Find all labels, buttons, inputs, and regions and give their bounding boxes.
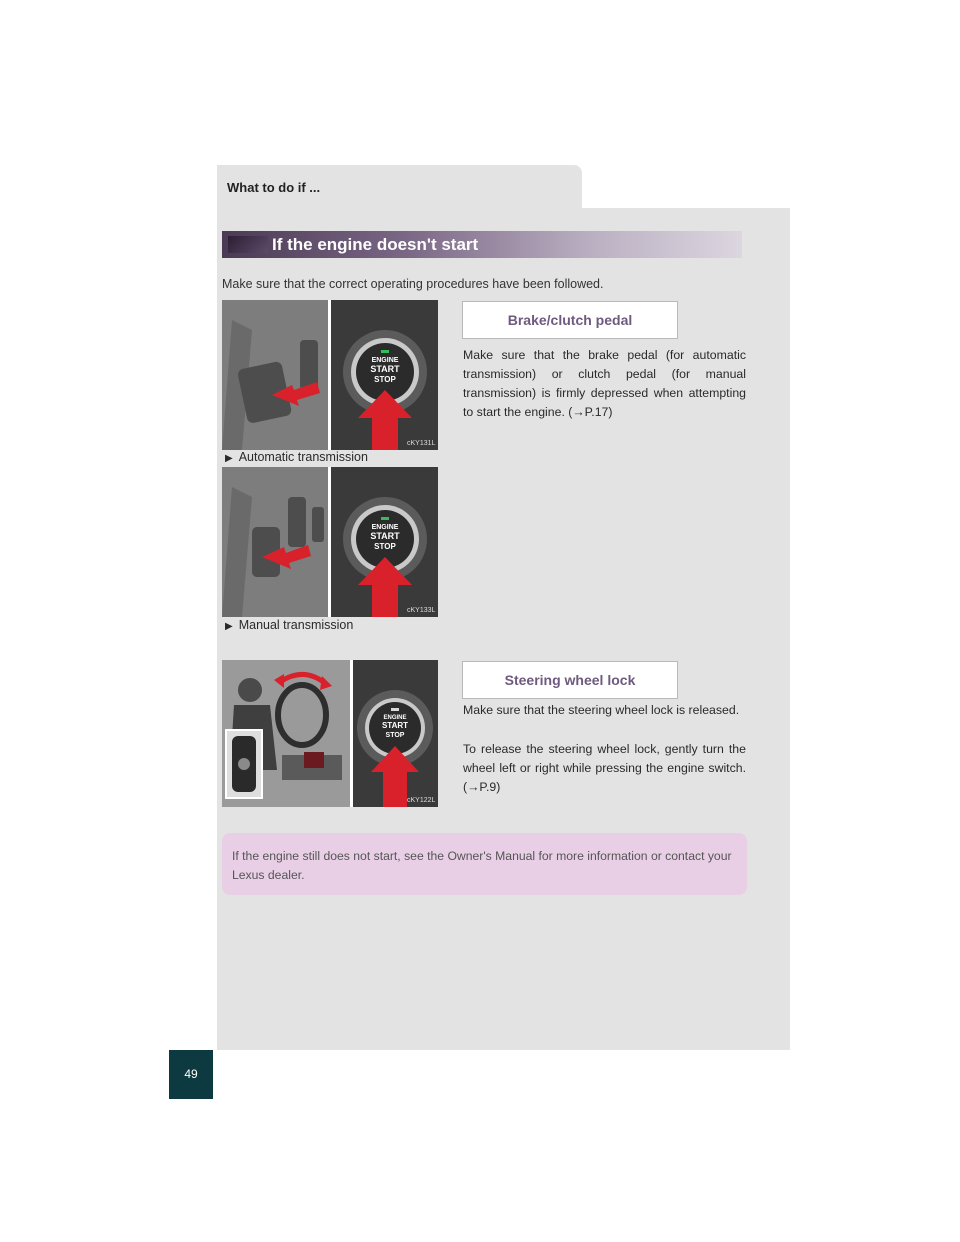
button-line3: STOP	[374, 542, 396, 551]
page-number-tab	[169, 1050, 213, 1099]
note-text: If the engine still does not start, see the Owner's Manual for more information or contact your Lexus dealer.	[232, 849, 732, 882]
brake-clutch-heading-text: Brake/clutch pedal	[507, 312, 633, 328]
section-title: If the engine doesn't start	[272, 235, 479, 254]
button-line2: START	[381, 721, 409, 730]
caption-automatic	[225, 450, 368, 464]
steering-lock-text2: To release the steering wheel lock, gently turn the wheel left or right while pressing the engine switch. (→P.9)	[463, 742, 746, 794]
steering-lock-heading	[462, 661, 678, 699]
button-line1: ENGINE	[383, 715, 407, 721]
steering-illustration	[222, 660, 438, 807]
caption-manual-text: Manual transmission	[238, 618, 354, 632]
button-line1: ENGINE	[371, 357, 399, 364]
button-line3: STOP	[374, 375, 396, 384]
image-code: cKY122L	[407, 797, 436, 804]
automatic-transmission-image	[222, 300, 438, 450]
image-code: cKY133L	[407, 607, 436, 614]
steering-lock-heading-text: Steering wheel lock	[504, 672, 636, 688]
caption-automatic-text: Automatic transmission	[238, 450, 368, 464]
steering-wheel-image	[222, 660, 438, 807]
brake-clutch-heading	[462, 301, 678, 339]
page-number: 49	[184, 1067, 198, 1081]
button-line2: START	[370, 531, 400, 541]
triangle-icon: ▶	[225, 621, 233, 632]
button-line1: ENGINE	[371, 524, 399, 531]
button-line3: STOP	[385, 732, 405, 739]
pedal-illustration	[222, 467, 438, 617]
intro-text: Make sure that the correct operating procedures have been followed.	[222, 277, 604, 291]
pedal-illustration	[222, 300, 438, 450]
caption-manual	[225, 618, 353, 632]
section-header	[222, 231, 742, 258]
note-box	[222, 833, 747, 895]
triangle-icon: ▶	[225, 453, 233, 464]
section-header-swatch	[228, 236, 268, 253]
button-line2: START	[370, 364, 400, 374]
manual-transmission-image	[222, 467, 438, 617]
brake-clutch-text: Make sure that the brake pedal (for automatic transmission) or clutch pedal (for manual transmission) is firmly depressed when attempting to start the engine. (→P.17)	[463, 348, 746, 419]
image-code: cKY131L	[407, 440, 436, 447]
section-tab-title: What to do if ...	[227, 180, 321, 195]
steering-lock-text1: Make sure that the steering wheel lock is released.	[463, 703, 740, 717]
